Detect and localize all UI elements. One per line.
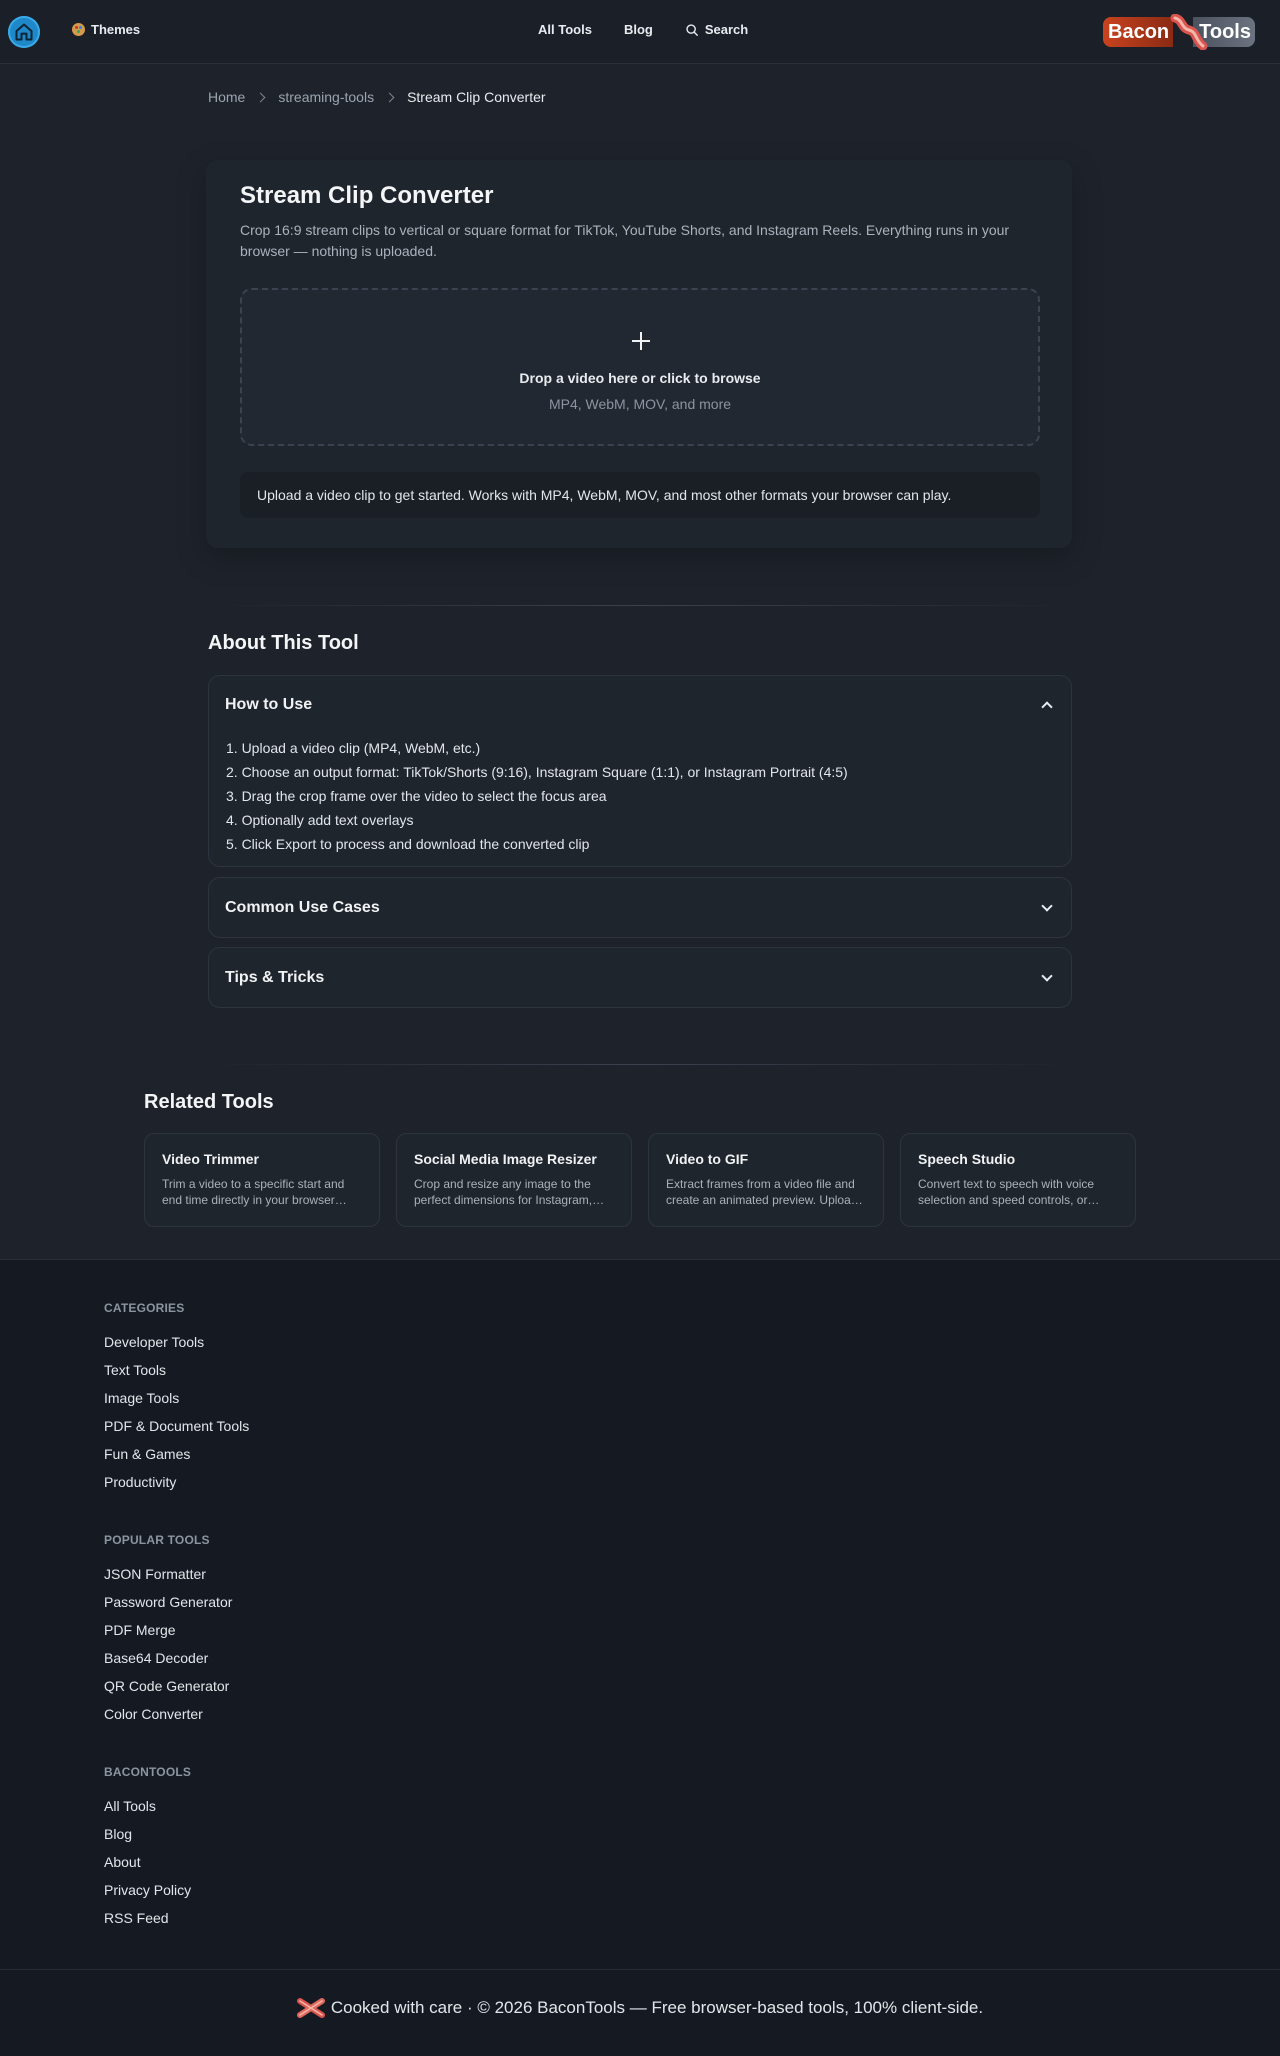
- search-button[interactable]: [685, 22, 748, 37]
- divider: [208, 605, 1072, 606]
- related-tool-card[interactable]: [900, 1133, 1136, 1227]
- info-message: Upload a video clip to get started. Works with MP4, WebM, MOV, and most other formats your browser can play.: [240, 472, 1040, 518]
- related-tool-card[interactable]: [648, 1133, 884, 1227]
- home-button[interactable]: [8, 16, 40, 48]
- breadcrumb-current: Stream Clip Converter: [407, 89, 546, 105]
- logo-text-bacon: Bacon: [1103, 17, 1173, 47]
- copyright: [0, 1995, 1280, 2021]
- chevron-right-icon: [385, 92, 395, 102]
- related-tool-name: Video to GIF: [666, 1151, 749, 1167]
- search-label: Search: [704, 22, 749, 37]
- footer-link[interactable]: About: [104, 1854, 141, 1870]
- related-tool-desc: Extract frames from a video file and create an animated preview. Uploa…: [666, 1177, 863, 1207]
- chevron-right-icon: [256, 92, 266, 102]
- related-tool-name: Video Trimmer: [162, 1151, 260, 1167]
- dropzone-main-text: Drop a video here or click to browse: [519, 370, 761, 386]
- related-tools-title: Related Tools: [144, 1091, 274, 1113]
- related-tool-card[interactable]: [396, 1133, 632, 1227]
- footer-link[interactable]: Base64 Decoder: [104, 1650, 209, 1666]
- list-item: 4. Optionally add text overlays: [226, 812, 414, 828]
- plus-icon: [632, 332, 650, 350]
- footer-link[interactable]: Image Tools: [104, 1390, 180, 1406]
- dropzone-sub-text: MP4, WebM, MOV, and more: [548, 396, 732, 412]
- themes-button[interactable]: [72, 22, 140, 37]
- accordion-tips-tricks[interactable]: [208, 947, 1072, 1008]
- nav-link-all-tools[interactable]: All Tools: [538, 22, 592, 37]
- footer-heading-categories: CATEGORIES: [104, 1301, 185, 1315]
- footer-link[interactable]: RSS Feed: [104, 1910, 169, 1926]
- accordion-label: How to Use: [225, 696, 313, 713]
- footer-link[interactable]: Privacy Policy: [104, 1882, 192, 1898]
- chevron-down-icon: [1041, 900, 1052, 911]
- accordion-header-common-use-cases[interactable]: [209, 878, 1071, 937]
- list-item: 1. Upload a video clip (MP4, WebM, etc.): [226, 740, 481, 756]
- footer-link[interactable]: JSON Formatter: [104, 1566, 206, 1582]
- tool-description: Crop 16:9 stream clips to vertical or square format for TikTok, YouTube Shorts, and Instagram Reels. Everything runs in your browser — nothing is uploaded.: [240, 222, 1010, 259]
- list-item: 2. Choose an output format: TikTok/Shorts (9:16), Instagram Square (1:1), or Instagram Portrait (4:5): [226, 764, 848, 780]
- footer-link[interactable]: PDF Merge: [104, 1622, 176, 1638]
- divider: [208, 1064, 1072, 1065]
- footer-link[interactable]: Text Tools: [104, 1362, 166, 1378]
- copyright-text: Cooked with care · © 2026 BaconTools — Free browser-based tools, 100% client-side.: [330, 1998, 984, 2017]
- footer-link[interactable]: Password Generator: [104, 1594, 233, 1610]
- breadcrumb-home[interactable]: Home: [208, 89, 246, 105]
- list-item: 3. Drag the crop frame over the video to select the focus area: [226, 788, 607, 804]
- footer-divider: [0, 1969, 1280, 1970]
- footer-link[interactable]: Color Converter: [104, 1706, 203, 1722]
- breadcrumb-section[interactable]: streaming-tools: [278, 89, 375, 105]
- themes-label: Themes: [91, 22, 141, 37]
- bacon-icon: [1169, 14, 1209, 50]
- home-icon: [14, 22, 34, 42]
- footer-link[interactable]: Fun & Games: [104, 1446, 191, 1462]
- page-title: Stream Clip Converter: [240, 182, 494, 209]
- footer-heading-bacontools: BACONTOOLS: [104, 1765, 192, 1779]
- related-tool-desc: Trim a video to a specific start and end time directly in your browser…: [162, 1177, 347, 1207]
- about-title: About This Tool: [208, 632, 359, 654]
- video-dropzone[interactable]: [240, 288, 1040, 446]
- footer-link[interactable]: All Tools: [104, 1798, 156, 1814]
- palette-icon: [72, 23, 85, 36]
- footer-link[interactable]: QR Code Generator: [104, 1678, 230, 1694]
- related-tool-card[interactable]: [144, 1133, 380, 1227]
- accordion-common-use-cases[interactable]: [208, 877, 1072, 938]
- accordion-how-to-use: [208, 675, 1072, 867]
- how-to-use-steps: [209, 734, 1071, 856]
- top-navbar: [0, 0, 1280, 64]
- footer-link[interactable]: PDF & Document Tools: [104, 1418, 250, 1434]
- footer-link[interactable]: Productivity: [104, 1474, 177, 1490]
- bacontools-logo[interactable]: [1103, 14, 1255, 50]
- related-tool-name: Social Media Image Resizer: [414, 1151, 597, 1167]
- nav-links: [538, 22, 748, 37]
- related-tool-name: Speech Studio: [918, 1151, 1016, 1167]
- logo-text-tools: Tools: [1193, 17, 1255, 47]
- tool-card: [206, 160, 1072, 548]
- footer-heading-popular-tools: POPULAR TOOLS: [104, 1533, 210, 1547]
- search-icon: [685, 23, 699, 37]
- accordion-label: Tips & Tricks: [225, 968, 325, 986]
- accordion-header-how-to-use[interactable]: [209, 676, 1071, 734]
- bacon-icon: [297, 1995, 325, 2021]
- nav-link-blog[interactable]: Blog: [623, 22, 653, 37]
- chevron-down-icon: [1041, 970, 1052, 981]
- accordion-header-tips-tricks[interactable]: [209, 948, 1071, 1007]
- related-tool-desc: Convert text to speech with voice selection and speed controls, or…: [918, 1177, 1100, 1207]
- list-item: 5. Click Export to process and download the converted clip: [226, 836, 590, 852]
- footer-link[interactable]: Developer Tools: [104, 1334, 205, 1350]
- chevron-up-icon: [1041, 701, 1052, 712]
- related-tool-desc: Crop and resize any image to the perfect dimensions for Instagram,…: [414, 1177, 605, 1207]
- breadcrumb: [208, 89, 546, 105]
- accordion-label: Common Use Cases: [225, 898, 380, 916]
- footer-link[interactable]: Blog: [104, 1826, 133, 1842]
